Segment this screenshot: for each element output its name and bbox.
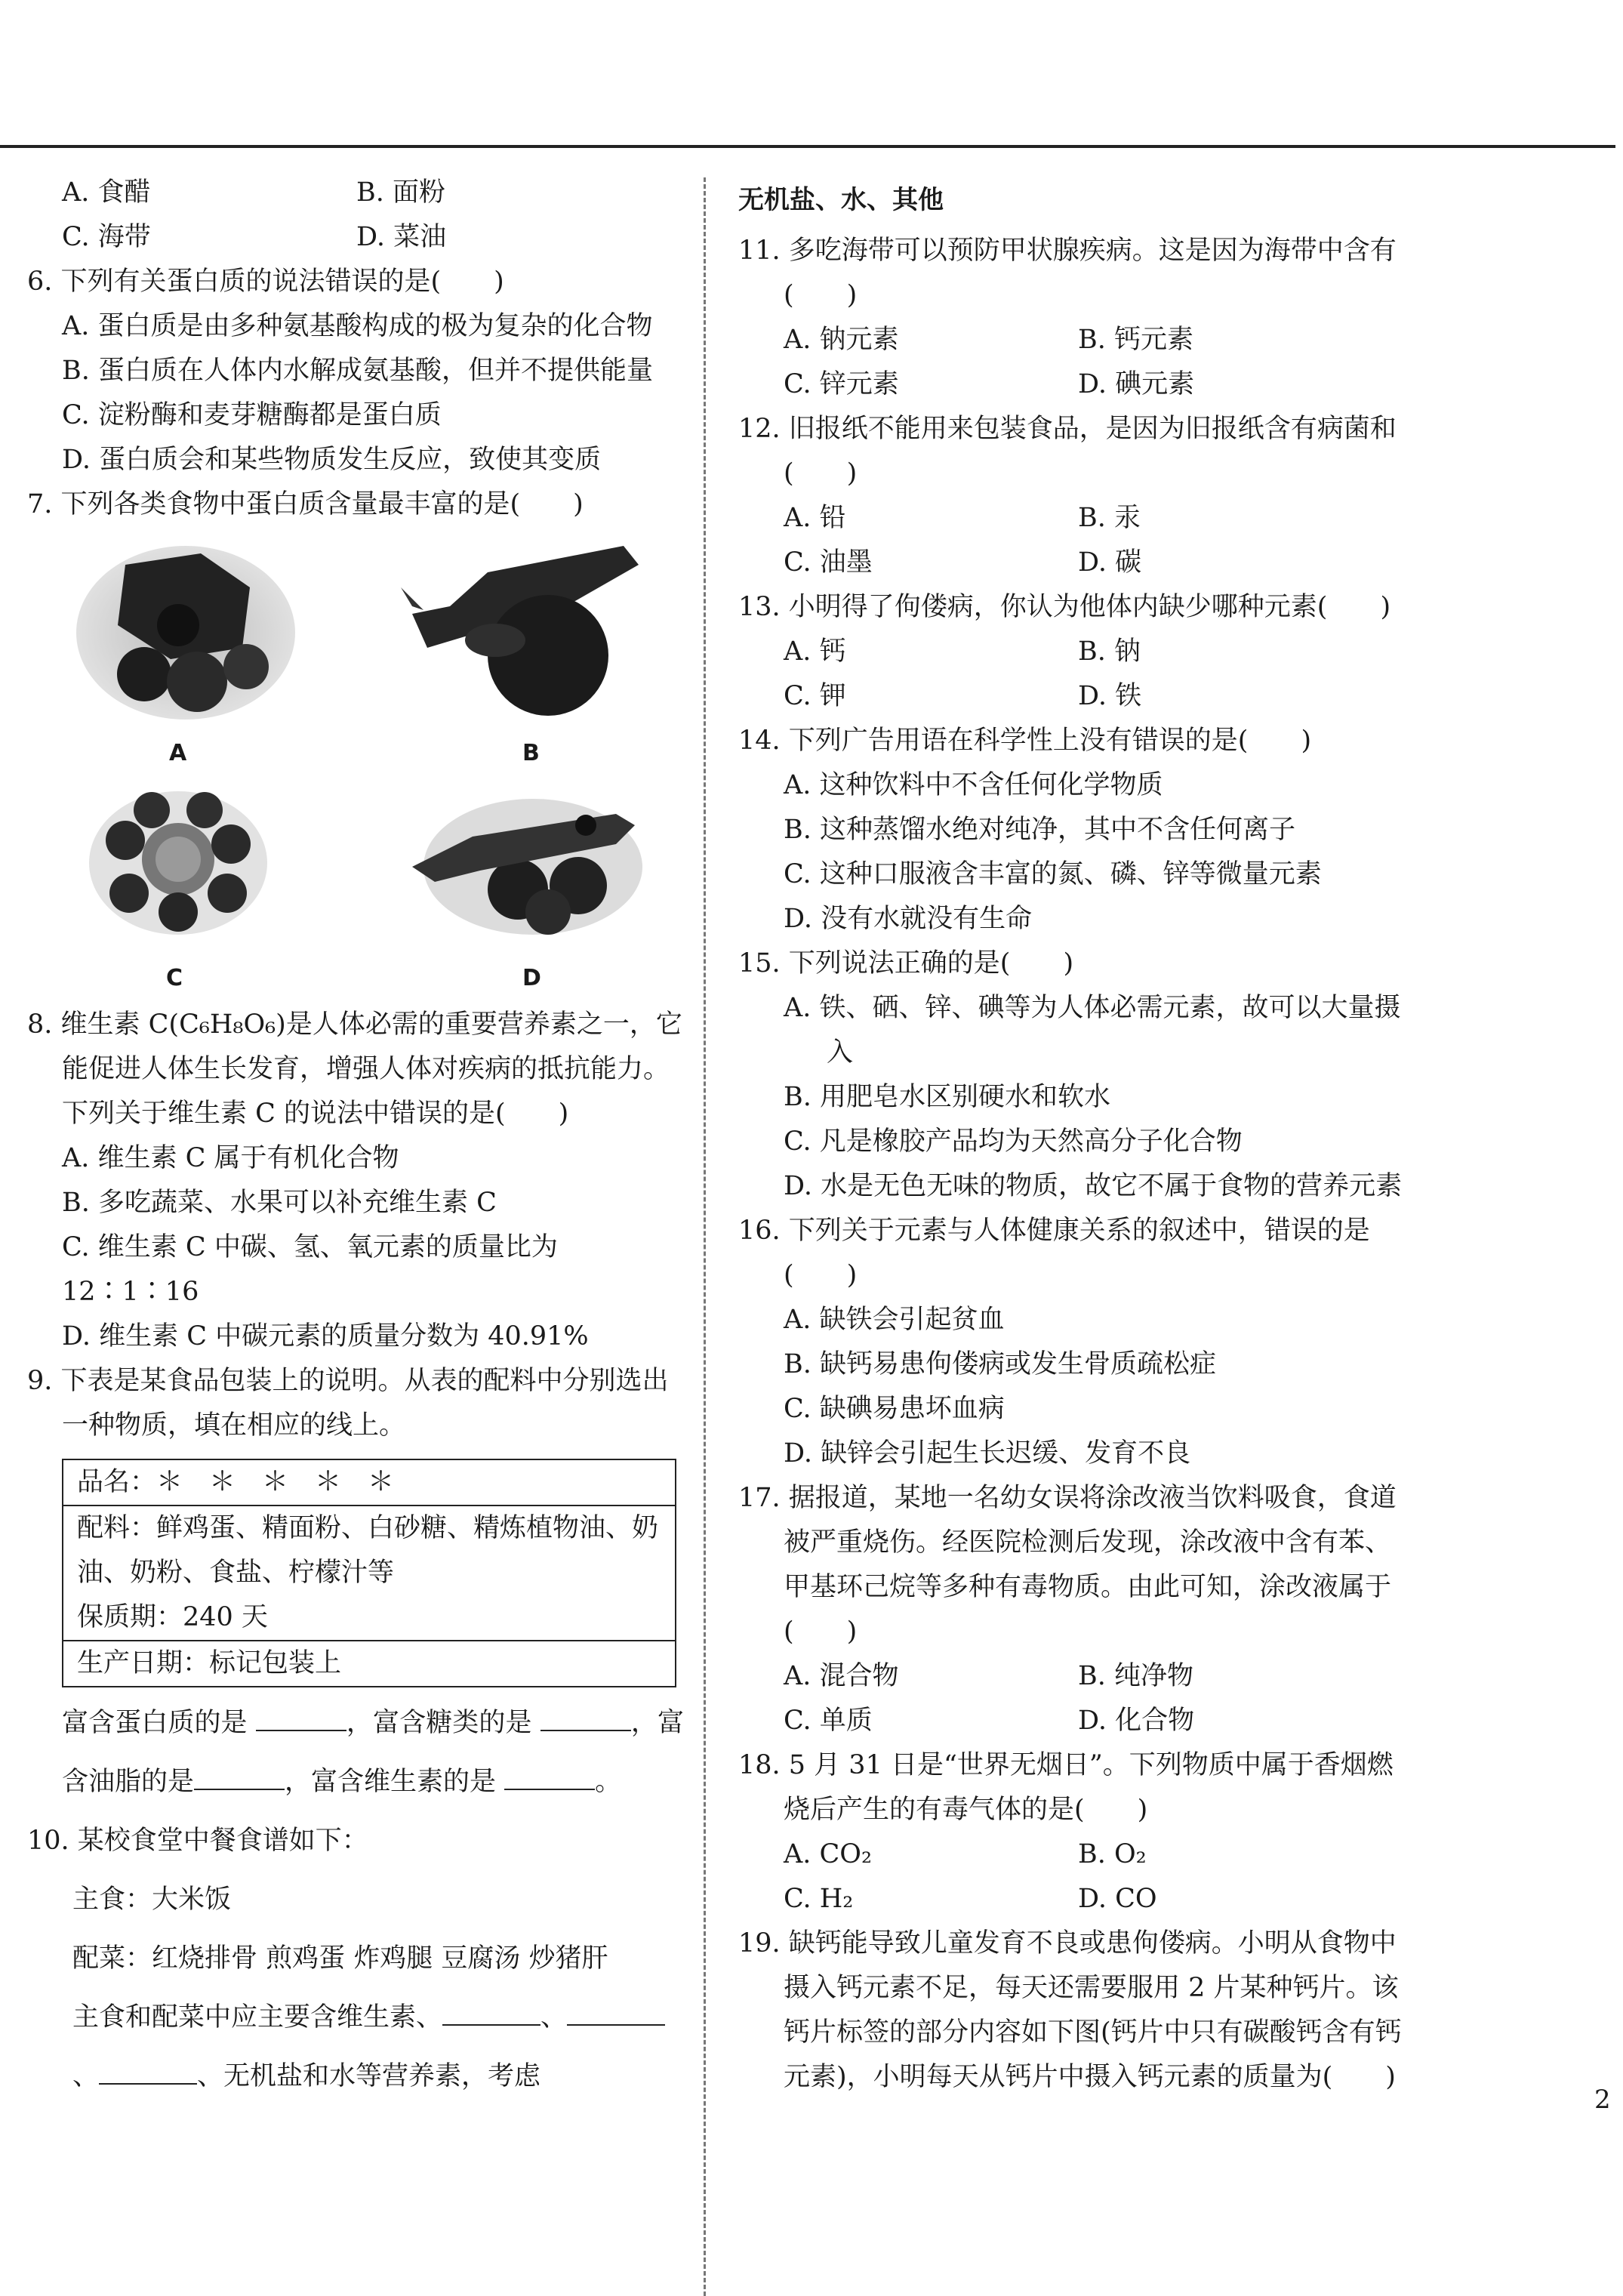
q11-options-row2 [738, 362, 1403, 407]
q7-stem: 7. 下列各类食物中蛋白质含量最丰富的是( ) [27, 489, 584, 519]
q17-option-c[interactable]: C. 单质 [784, 1706, 873, 1736]
q13-stem: 13. 小明得了佝偻病，你认为他体内缺少哪种元素( ) [738, 592, 1391, 622]
q9-blank-protein[interactable] [256, 1704, 346, 1731]
left-column [27, 171, 684, 2106]
q5-option-c[interactable]: C. 海带 [62, 222, 151, 252]
table-row-production-date: 生产日期：标记包装上 [77, 1648, 342, 1678]
q12-stem: 12. 旧报纸不能用来包装食品，是因为旧报纸含有病菌和( ) [738, 414, 1397, 488]
q5-options-row1 [27, 171, 684, 215]
food-label-table [62, 1459, 676, 1687]
q13-options-row1 [738, 630, 1403, 674]
q11-options-row1 [738, 318, 1403, 362]
food-image-a[interactable] [72, 535, 299, 723]
q9-blank-sugar[interactable] [540, 1704, 631, 1731]
q16-option-c[interactable]: C. 缺碘易患坏血病 [784, 1394, 1005, 1424]
q9-fill-2: ，富含糖类的是 [346, 1708, 532, 1738]
q11-option-c[interactable]: C. 锌元素 [784, 369, 899, 399]
q13-option-b[interactable]: B. 钠 [1078, 636, 1141, 667]
q6-option-b[interactable]: B. 蛋白质在人体内水解成氨基酸，但并不提供能量 [62, 356, 653, 386]
food-image-d[interactable] [405, 784, 646, 942]
q10-stem: 10. 某校食堂中餐食谱如下： [27, 1826, 368, 1856]
food-label-b: B [522, 740, 540, 766]
q17-options-row1 [738, 1654, 1403, 1699]
q9-blank-fat[interactable] [194, 1763, 285, 1790]
q11-option-a[interactable]: A. 钠元素 [784, 325, 899, 355]
q18-option-c[interactable]: C. H₂ [784, 1884, 854, 1914]
q12-options-row2 [738, 541, 1403, 585]
q8-stem: 8. 维生素 C(C₆H₈O₆)是人体必需的重要营养素之一，它能促进人体生长发育，增强人体对疾病的抵抗能力。下列关于维生素 C 的说法中错误的是( ) [27, 1009, 682, 1129]
q10-text-4: 、无机盐和水等营养素，考虑 [197, 2061, 541, 2091]
q10-blank-3[interactable] [99, 2057, 197, 2085]
q14-option-a[interactable]: A. 这种饮料中不含任何化学物质 [784, 770, 1163, 800]
q10-text-3: 、 [72, 2061, 100, 2091]
q15-option-b[interactable]: B. 用肥皂水区别硬水和软水 [784, 1082, 1110, 1112]
q6-option-d[interactable]: D. 蛋白质会和某些物质发生反应，致使其变质 [62, 445, 602, 475]
q11-option-d[interactable]: D. 碘元素 [1078, 369, 1195, 399]
table-row-ingredients [63, 1506, 675, 1641]
q9-blank-vitamin[interactable] [504, 1763, 595, 1790]
section-title: 无机盐、水、其他 [738, 185, 944, 215]
q9-fill-1: 富含蛋白质的是 [62, 1708, 248, 1738]
q17-option-b[interactable]: B. 纯净物 [1078, 1661, 1193, 1691]
q16-option-d[interactable]: D. 缺锌会引起生长迟缓、发育不良 [784, 1438, 1191, 1469]
q14-option-d[interactable]: D. 没有水就没有生命 [784, 904, 1033, 934]
q12-option-c[interactable]: C. 油墨 [784, 547, 873, 578]
q15-stem: 15. 下列说法正确的是( ) [738, 948, 1074, 978]
q16-stem: 16. 下列关于元素与人体健康关系的叙述中，错误的是( ) [738, 1216, 1370, 1290]
q5-option-d[interactable]: D. 菜油 [356, 222, 447, 252]
q10-text [27, 1988, 684, 2106]
food-label-c: C [166, 965, 183, 991]
q10-blank-2[interactable] [567, 1999, 665, 2026]
food-image-b[interactable] [397, 535, 646, 723]
q10-text-1: 主食和配菜中应主要含维生素、 [72, 2002, 443, 2032]
food-image-c[interactable] [80, 784, 276, 942]
q14-option-b[interactable]: B. 这种蒸馏水绝对纯净，其中不含任何离子 [784, 815, 1295, 845]
q12-option-d[interactable]: D. 碳 [1078, 547, 1142, 578]
q15-option-c[interactable]: C. 凡是橡胶产品均为天然高分子化合物 [784, 1126, 1243, 1157]
q10-dishes: 配菜：红烧排骨 煎鸡蛋 炸鸡腿 豆腐汤 炒猪肝 [72, 1943, 608, 1974]
q18-options-row2 [738, 1877, 1403, 1922]
q14-stem: 14. 下列广告用语在科学性上没有错误的是( ) [738, 726, 1312, 756]
page-number: 2 [1594, 2085, 1611, 2115]
q10-text-2: 、 [540, 2002, 568, 2032]
q10-blank-1[interactable] [442, 1999, 540, 2026]
q13-option-c[interactable]: C. 钾 [784, 681, 846, 711]
q5-option-a[interactable]: A. 食醋 [62, 177, 151, 208]
q5-option-b[interactable]: B. 面粉 [356, 177, 445, 208]
q15-option-d[interactable]: D. 水是无色无味的物质，故它不属于食物的营养元素 [784, 1171, 1403, 1201]
q6-stem: 6. 下列有关蛋白质的说法错误的是( ) [27, 267, 504, 297]
q8-option-d[interactable]: D. 维生素 C 中碳元素的质量分数为 40.91% [62, 1321, 589, 1351]
q11-option-b[interactable]: B. 钙元素 [1078, 325, 1193, 355]
column-divider [704, 177, 706, 2296]
q16-option-b[interactable]: B. 缺钙易患佝偻病或发生骨质疏松症 [784, 1349, 1216, 1379]
q9-fill-5: 。 [595, 1767, 622, 1797]
q17-option-d[interactable]: D. 化合物 [1078, 1706, 1195, 1736]
q17-stem: 17. 据报道，某地一名幼女误将涂改液当饮料吸食，食道被严重烧伤。经医院检测后发现，涂改液中含有苯、甲基环己烷等多种有毒物质。由此可知，涂改液属于( ) [738, 1483, 1397, 1647]
q9-fill-3: ，富含油脂的是 [62, 1708, 684, 1797]
q18-option-a[interactable]: A. CO₂ [784, 1839, 873, 1869]
q8-option-c[interactable]: C. 维生素 C 中碳、氢、氧元素的质量比为 12∶1∶16 [62, 1232, 558, 1307]
header-rule [0, 145, 1615, 148]
q9-fill-4: ，富含维生素的是 [285, 1767, 497, 1797]
q12-options-row1 [738, 496, 1403, 541]
q5-options-row2 [27, 215, 684, 260]
q17-option-a[interactable]: A. 混合物 [784, 1661, 899, 1691]
q13-option-d[interactable]: D. 铁 [1078, 681, 1142, 711]
q19-stem: 19. 缺钙能导致儿童发育不良或患佝偻病。小明从食物中摄入钙元素不足，每天还需要服用 2 片某种钙片。该钙片标签的部分内容如下图(钙片中只有碳酸钙含有钙元素)，小明每天从钙片中摄入钙元素的质量为( ) [738, 1928, 1402, 2092]
q13-options-row2 [738, 674, 1403, 719]
food-label-d: D [522, 965, 541, 991]
ingredients-text: 配料：鲜鸡蛋、精面粉、白砂糖、精炼植物油、奶油、奶粉、食盐、柠檬汁等 [77, 1513, 659, 1588]
q18-options-row1 [738, 1832, 1403, 1877]
q12-option-b[interactable]: B. 汞 [1078, 503, 1141, 533]
q10-staple: 主食：大米饭 [72, 1885, 232, 1915]
q17-options-row2 [738, 1699, 1403, 1743]
q7-food-images [50, 527, 684, 1003]
q12-option-a[interactable]: A. 铅 [784, 503, 846, 533]
table-row-name: 品名：＊ ＊ ＊ ＊ ＊ [63, 1460, 675, 1506]
q8-option-b[interactable]: B. 多吃蔬菜、水果可以补充维生素 C [62, 1188, 497, 1218]
q18-stem: 18. 5 月 31 日是“世界无烟日”。下列物质中属于香烟燃烧后产生的有毒气体的是( ) [738, 1750, 1394, 1825]
q15-option-a[interactable]: A. 铁、硒、锌、碘等为人体必需元素，故可以大量摄入 [784, 993, 1401, 1068]
q9-stem: 9. 下表是某食品包装上的说明。从表的配料中分别选出一种物质，填在相应的线上。 [27, 1366, 669, 1441]
q6-option-c[interactable]: C. 淀粉酶和麦芽糖酶都是蛋白质 [62, 400, 442, 430]
shelf-life-text: 保质期：240 天 [77, 1602, 268, 1632]
food-label-a: A [169, 740, 187, 766]
q11-stem: 11. 多吃海带可以预防甲状腺疾病。这是因为海带中含有( ) [738, 236, 1397, 310]
q18-option-b[interactable]: B. O₂ [1078, 1839, 1147, 1869]
q18-option-d[interactable]: D. CO [1078, 1884, 1157, 1914]
q8-option-a[interactable]: A. 维生素 C 属于有机化合物 [62, 1143, 399, 1173]
q14-option-c[interactable]: C. 这种口服液含丰富的氮、磷、锌等微量元素 [784, 859, 1322, 889]
right-column [738, 171, 1403, 2100]
q6-option-a[interactable]: A. 蛋白质是由多种氨基酸构成的极为复杂的化合物 [62, 311, 653, 341]
q9-fill-text [27, 1693, 684, 1811]
q13-option-a[interactable]: A. 钙 [784, 636, 846, 667]
q16-option-a[interactable]: A. 缺铁会引起贫血 [784, 1305, 1005, 1335]
